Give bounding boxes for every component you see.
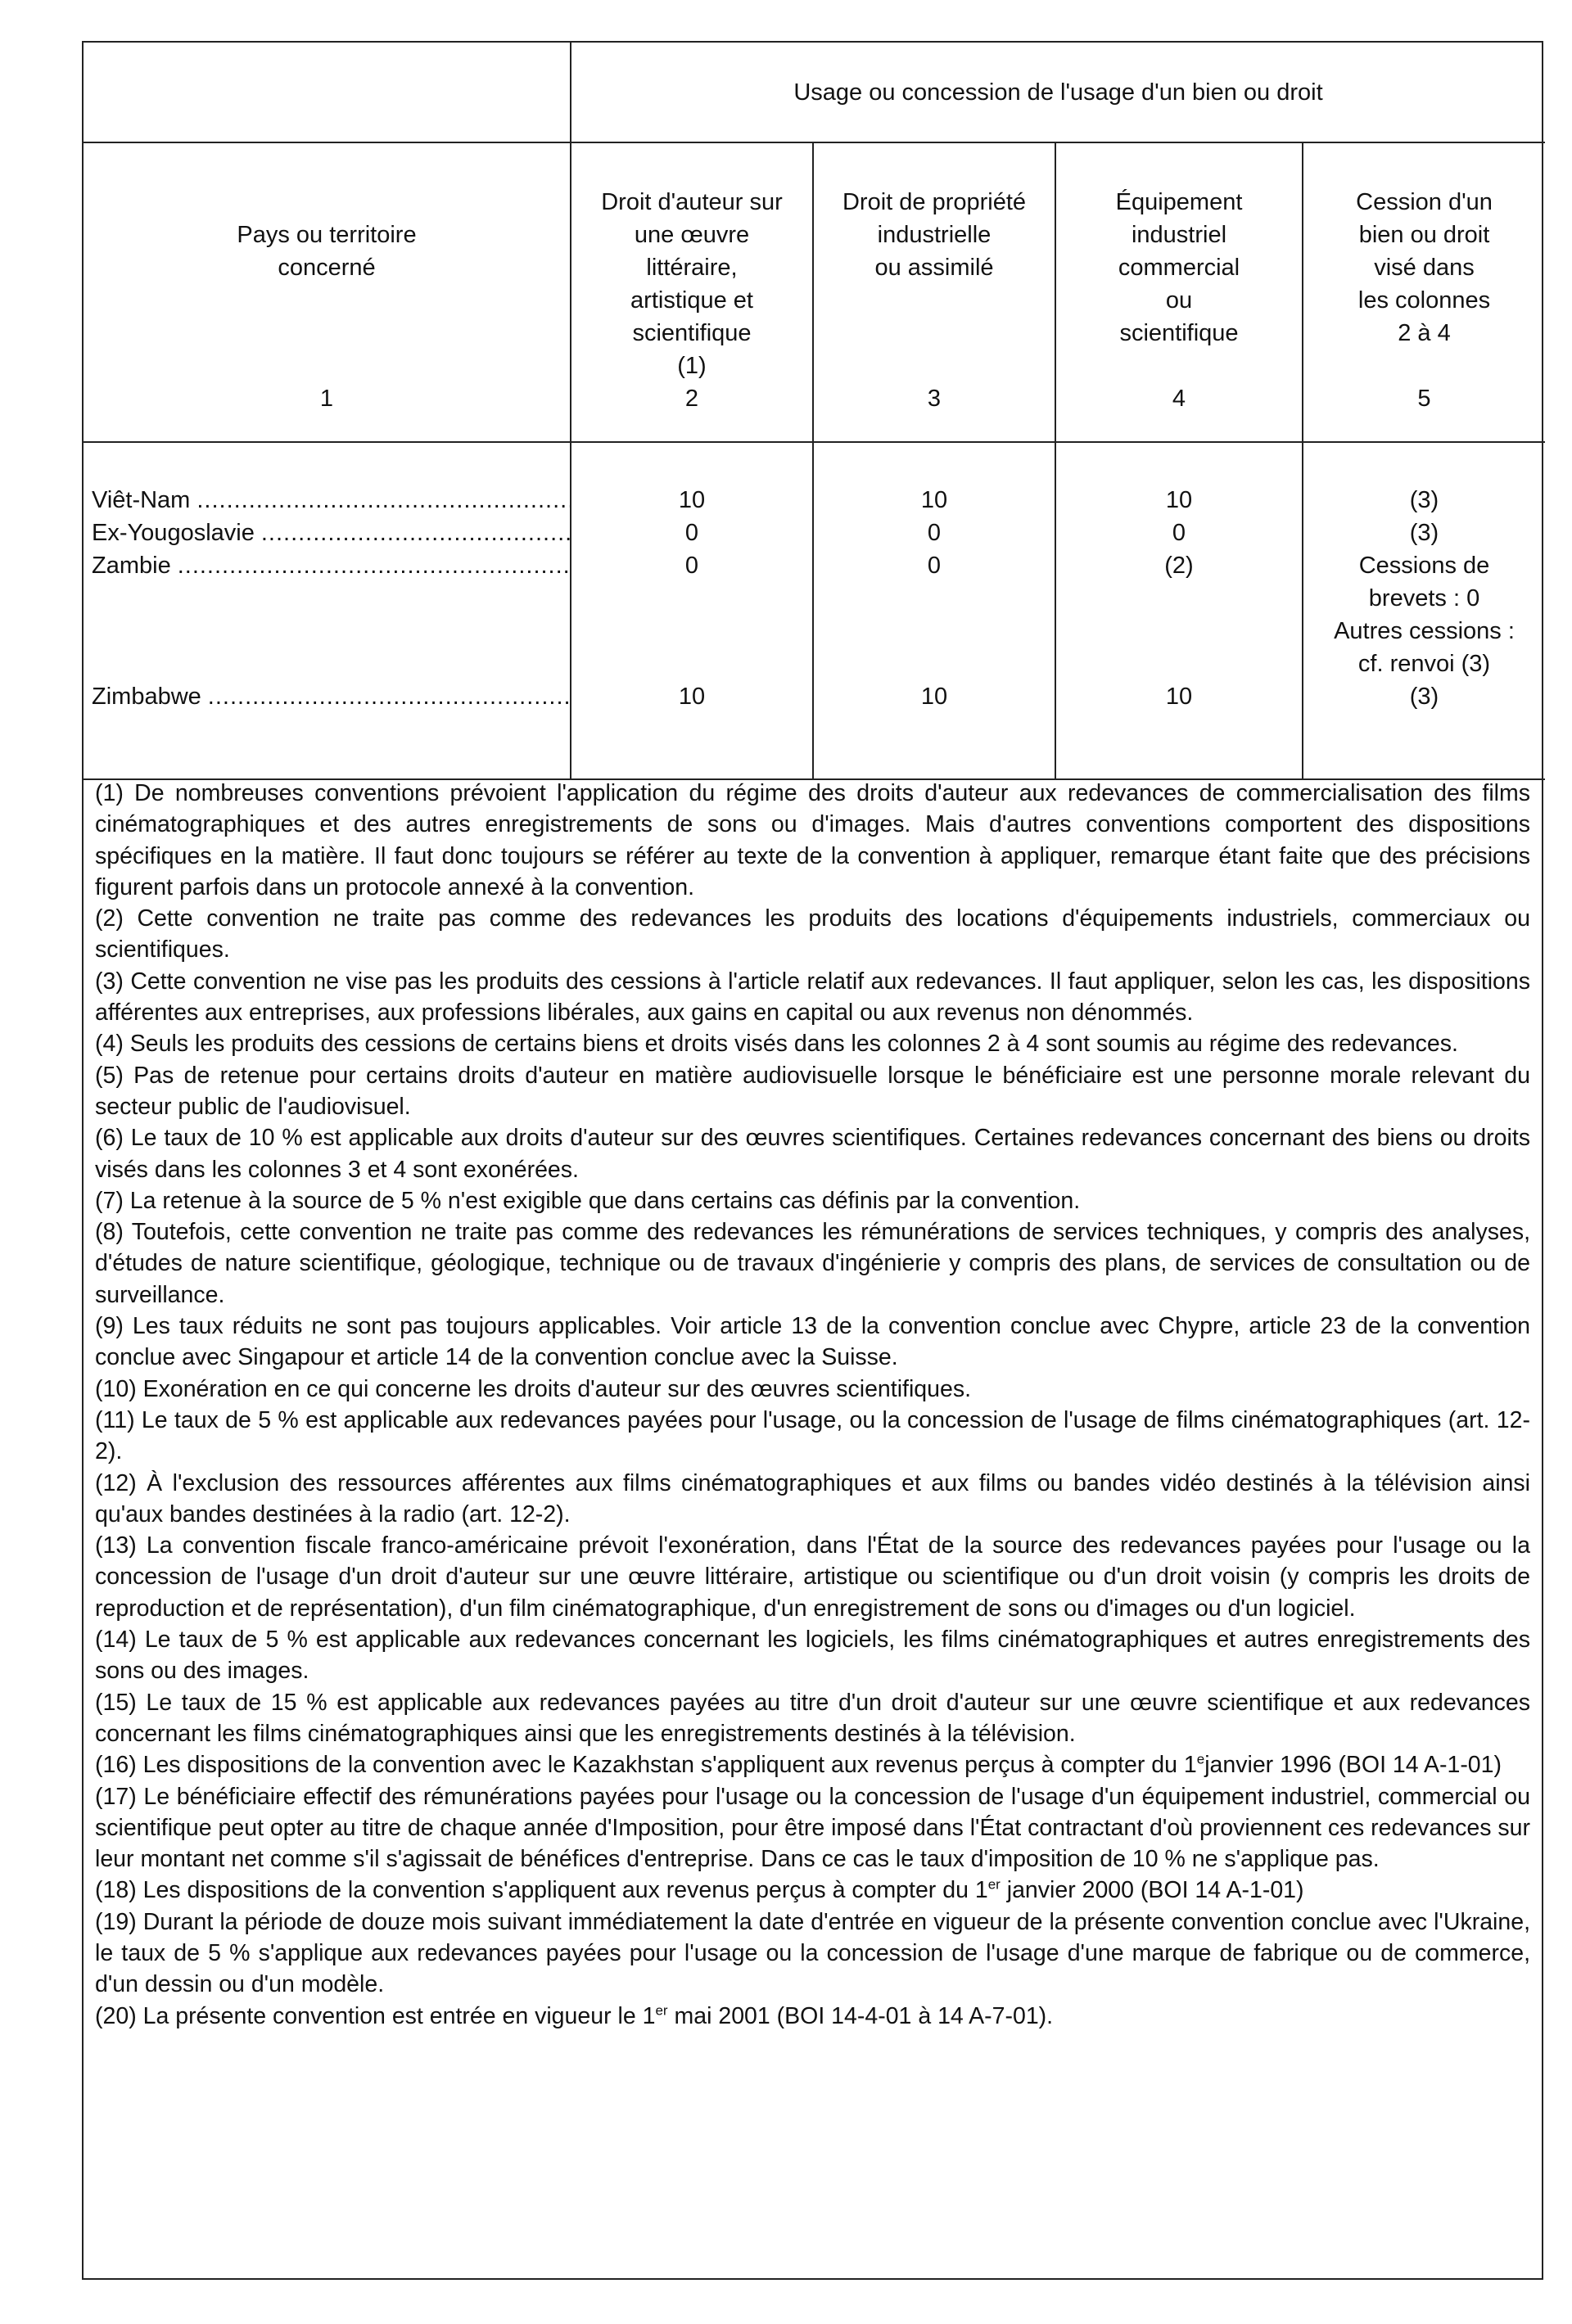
country-name: Ex-Yougoslavie	[92, 520, 255, 546]
country-row	[92, 549, 570, 582]
footnote: (14) Le taux de 5 % est applicable aux redevances concernant les logiciels, les films cinématographiques et autres enregistrements des sons ou des images.	[95, 1627, 1530, 1685]
footnote-text: (20) La présente convention est entrée en vigueur le 1	[95, 2002, 656, 2029]
group-header: Usage ou concession de l'usage d'un bien ou droit	[571, 43, 1545, 142]
footnote: (9) Les taux réduits ne sont pas toujours applicables. Voir article 13 de la convention conclue avec Chypre, article 23 de la convention conclue avec Singapour et article 14 de la convention conclue avec la Suisse.	[95, 1313, 1530, 1371]
footnote-superscript: e	[1196, 1751, 1205, 1767]
footnote: (11) Le taux de 5 % est applicable aux redevances payées pour l'usage, ou la concession de l'usage de films cinématographiques (art. 12-2).	[95, 1406, 1530, 1465]
footnote: (10) Exonération en ce qui concerne les droits d'auteur sur des œuvres scientifiques.	[95, 1375, 971, 1402]
table-cell: (3)	[1409, 520, 1439, 546]
column-header-4	[1055, 142, 1303, 442]
column-number: 4	[1172, 386, 1186, 412]
table-cell: (2)	[1164, 553, 1194, 579]
footnote: (4) Seuls les produits des cessions de certains biens et droits visés dans les colonnes 2 à 4 sont soumis au régime des redevances.	[95, 1031, 1458, 1058]
footnote: (12) À l'exclusion des ressources afférentes aux films cinématographiques et aux films ou bandes vidéo destinés à la télévision ainsi qu'aux bandes destinées à la radio (art. 12-2).	[95, 1469, 1530, 1528]
table-cell: 0	[927, 520, 942, 546]
table-cell: 0	[927, 553, 942, 579]
footnote	[95, 1875, 1530, 1906]
footnote: (5) Pas de retenue pour certains droits d'auteur en matière audiovisuelle lorsque le bénéficiaire est une personne morale relevant du secteur public de l'audiovisuel.	[95, 1062, 1530, 1120]
table-cell: (3)	[1409, 684, 1439, 710]
country-row	[92, 484, 570, 517]
country-name: Zambie	[92, 553, 171, 579]
country-column	[84, 442, 571, 779]
header-empty-cell	[84, 43, 571, 142]
table-cell: 10	[678, 487, 706, 513]
table-cell: 0	[684, 553, 699, 579]
table-cell: Cessions de brevets : 0 Autres cessions : cf. renvoi (3)	[1334, 553, 1515, 677]
country-row	[92, 680, 570, 713]
footnote-superscript: er	[655, 2002, 668, 2019]
footnote: (15) Le taux de 15 % est applicable aux redevances payées au titre d'un droit d'auteur sur une œuvre scientifique et aux redevances concernant les films cinématographiques ainsi que les enregistrements destinés à la télévision.	[95, 1689, 1530, 1747]
footnote-superscript: er	[987, 1876, 1001, 1893]
footnote: (3) Cette convention ne vise pas les produits des cessions à l'article relatif aux redevances. Il faut appliquer, selon les cas, les dispositions afférentes aux entreprises, aux professions libérales, aux gains en capital ou aux revenus non dénommés.	[95, 968, 1530, 1027]
footnote: (13) La convention fiscale franco-américaine prévoit l'exonération, dans l'État de la source des redevances payées pour l'usage ou la concession de l'usage d'un droit d'auteur sur une œuvre littéraire, artistique ou scientifique ou d'un droit voisin (y compris les droits de reproduction et de représentation), d'un film cinématographique, d'un enregistrement de sons ou d'images ou d'un logiciel.	[95, 1532, 1530, 1622]
table-cell: 10	[920, 487, 948, 513]
table-cell: 10	[1165, 487, 1193, 513]
footnote: (17) Le bénéficiaire effectif des rémunérations payées pour l'usage ou la concession de l'usage d'un équipement industriel, commercial ou scientifique peut opter au titre de chaque année d'Imposition, pour être imposé dans l'État contractant d'où proviennent ces redevances sur leur montant net comme s'il s'agissait de bénéfices d'entreprise. Dans ce cas le taux d'imposition de 10 % ne s'applique pas.	[95, 1783, 1530, 1873]
column-header-2	[571, 142, 813, 442]
footnote: (6) Le taux de 10 % est applicable aux droits d'auteur sur des œuvres scientifiques. Certaines redevances concernant des biens ou droits visés dans les colonnes 3 et 4 sont exonérées.	[95, 1125, 1530, 1183]
column-title: Droit d'auteur sur une œuvre littéraire, artistique et scientifique (1)	[601, 189, 783, 379]
footnote-text: (18) Les dispositions de la convention s'appliquent aux revenus perçus à compter du 1	[95, 1877, 988, 1904]
value-column-2	[571, 442, 813, 779]
column-header-1	[84, 142, 571, 442]
footnote	[95, 1749, 1530, 1780]
table-cell: 0	[684, 520, 699, 546]
value-column-4	[1055, 442, 1303, 779]
country-row	[92, 517, 570, 549]
country-name: Viêt-Nam	[92, 487, 191, 513]
column-title: Pays ou territoire concerné	[237, 222, 417, 281]
royalty-rates-table	[84, 43, 1545, 780]
column-title: Équipement industriel commercial ou scientifique	[1115, 189, 1243, 346]
footnote: (19) Durant la période de douze mois suivant immédiatement la date d'entrée en vigueur de la présente convention conclue avec l'Ukraine, le taux de 5 % s'applique aux redevances payées pour l'usage ou la concession de l'usage d'une marque de fabrique ou de commerce, d'un dessin ou d'un modèle.	[95, 1908, 1530, 1998]
column-title: Droit de propriété industrielle ou assimilé	[842, 189, 1027, 281]
column-header-3	[813, 142, 1055, 442]
column-title: Cession d'un bien ou droit visé dans les colonnes 2 à 4	[1356, 189, 1493, 346]
document-frame	[82, 41, 1543, 2280]
column-header-5	[1303, 142, 1545, 442]
column-number: 5	[1417, 386, 1431, 412]
table-cell: 10	[1165, 684, 1193, 710]
footnote: (2) Cette convention ne traite pas comme des redevances les produits des locations d'équipements industriels, commerciaux ou scientifiques.	[95, 905, 1530, 963]
column-number: 1	[319, 386, 334, 412]
value-column-3	[813, 442, 1055, 779]
column-number: 2	[684, 386, 699, 412]
footnote-text: janvier 1996 (BOI 14 A-1-01)	[1204, 1752, 1502, 1779]
table-cell: 0	[1172, 520, 1186, 546]
footnote: (1) De nombreuses conventions prévoient l'application du régime des droits d'auteur aux redevances de commercialisation des films cinématographiques et des autres enregistrements de sons ou d'images. Mais d'autres conventions comportent des dispositions spécifiques en la matière. Il faut donc toujours se référer au texte de la convention à appliquer, remarque étant faite que des précisions figurent parfois dans un protocole annexé à la convention.	[95, 780, 1530, 900]
country-name: Zimbabwe	[92, 684, 201, 710]
value-column-5	[1303, 442, 1545, 779]
footnote: (8) Toutefois, cette convention ne traite pas comme des redevances les rémunérations de services techniques, y compris des analyses, d'études de nature scientifique, géologique, technique ou de travaux d'ingénierie y compris des plans, de services de consultation ou de surveillance.	[95, 1219, 1530, 1308]
table-cell: 10	[920, 684, 948, 710]
footnote-text: mai 2001 (BOI 14-4-01 à 14 A-7-01).	[667, 2002, 1054, 2029]
footnote	[95, 2001, 1530, 2032]
footnote-text: janvier 2000 (BOI 14 A-1-01)	[1000, 1877, 1304, 1904]
footnote: (7) La retenue à la source de 5 % n'est exigible que dans certains cas définis par la convention.	[95, 1187, 1081, 1214]
table-cell: (3)	[1409, 487, 1439, 513]
table-cell: 10	[678, 684, 706, 710]
footnote-text: (16) Les dispositions de la convention avec le Kazakhstan s'appliquent aux revenus perçus à compter du 1	[95, 1752, 1197, 1779]
column-number: 3	[927, 386, 942, 412]
footnotes	[95, 778, 1530, 2032]
